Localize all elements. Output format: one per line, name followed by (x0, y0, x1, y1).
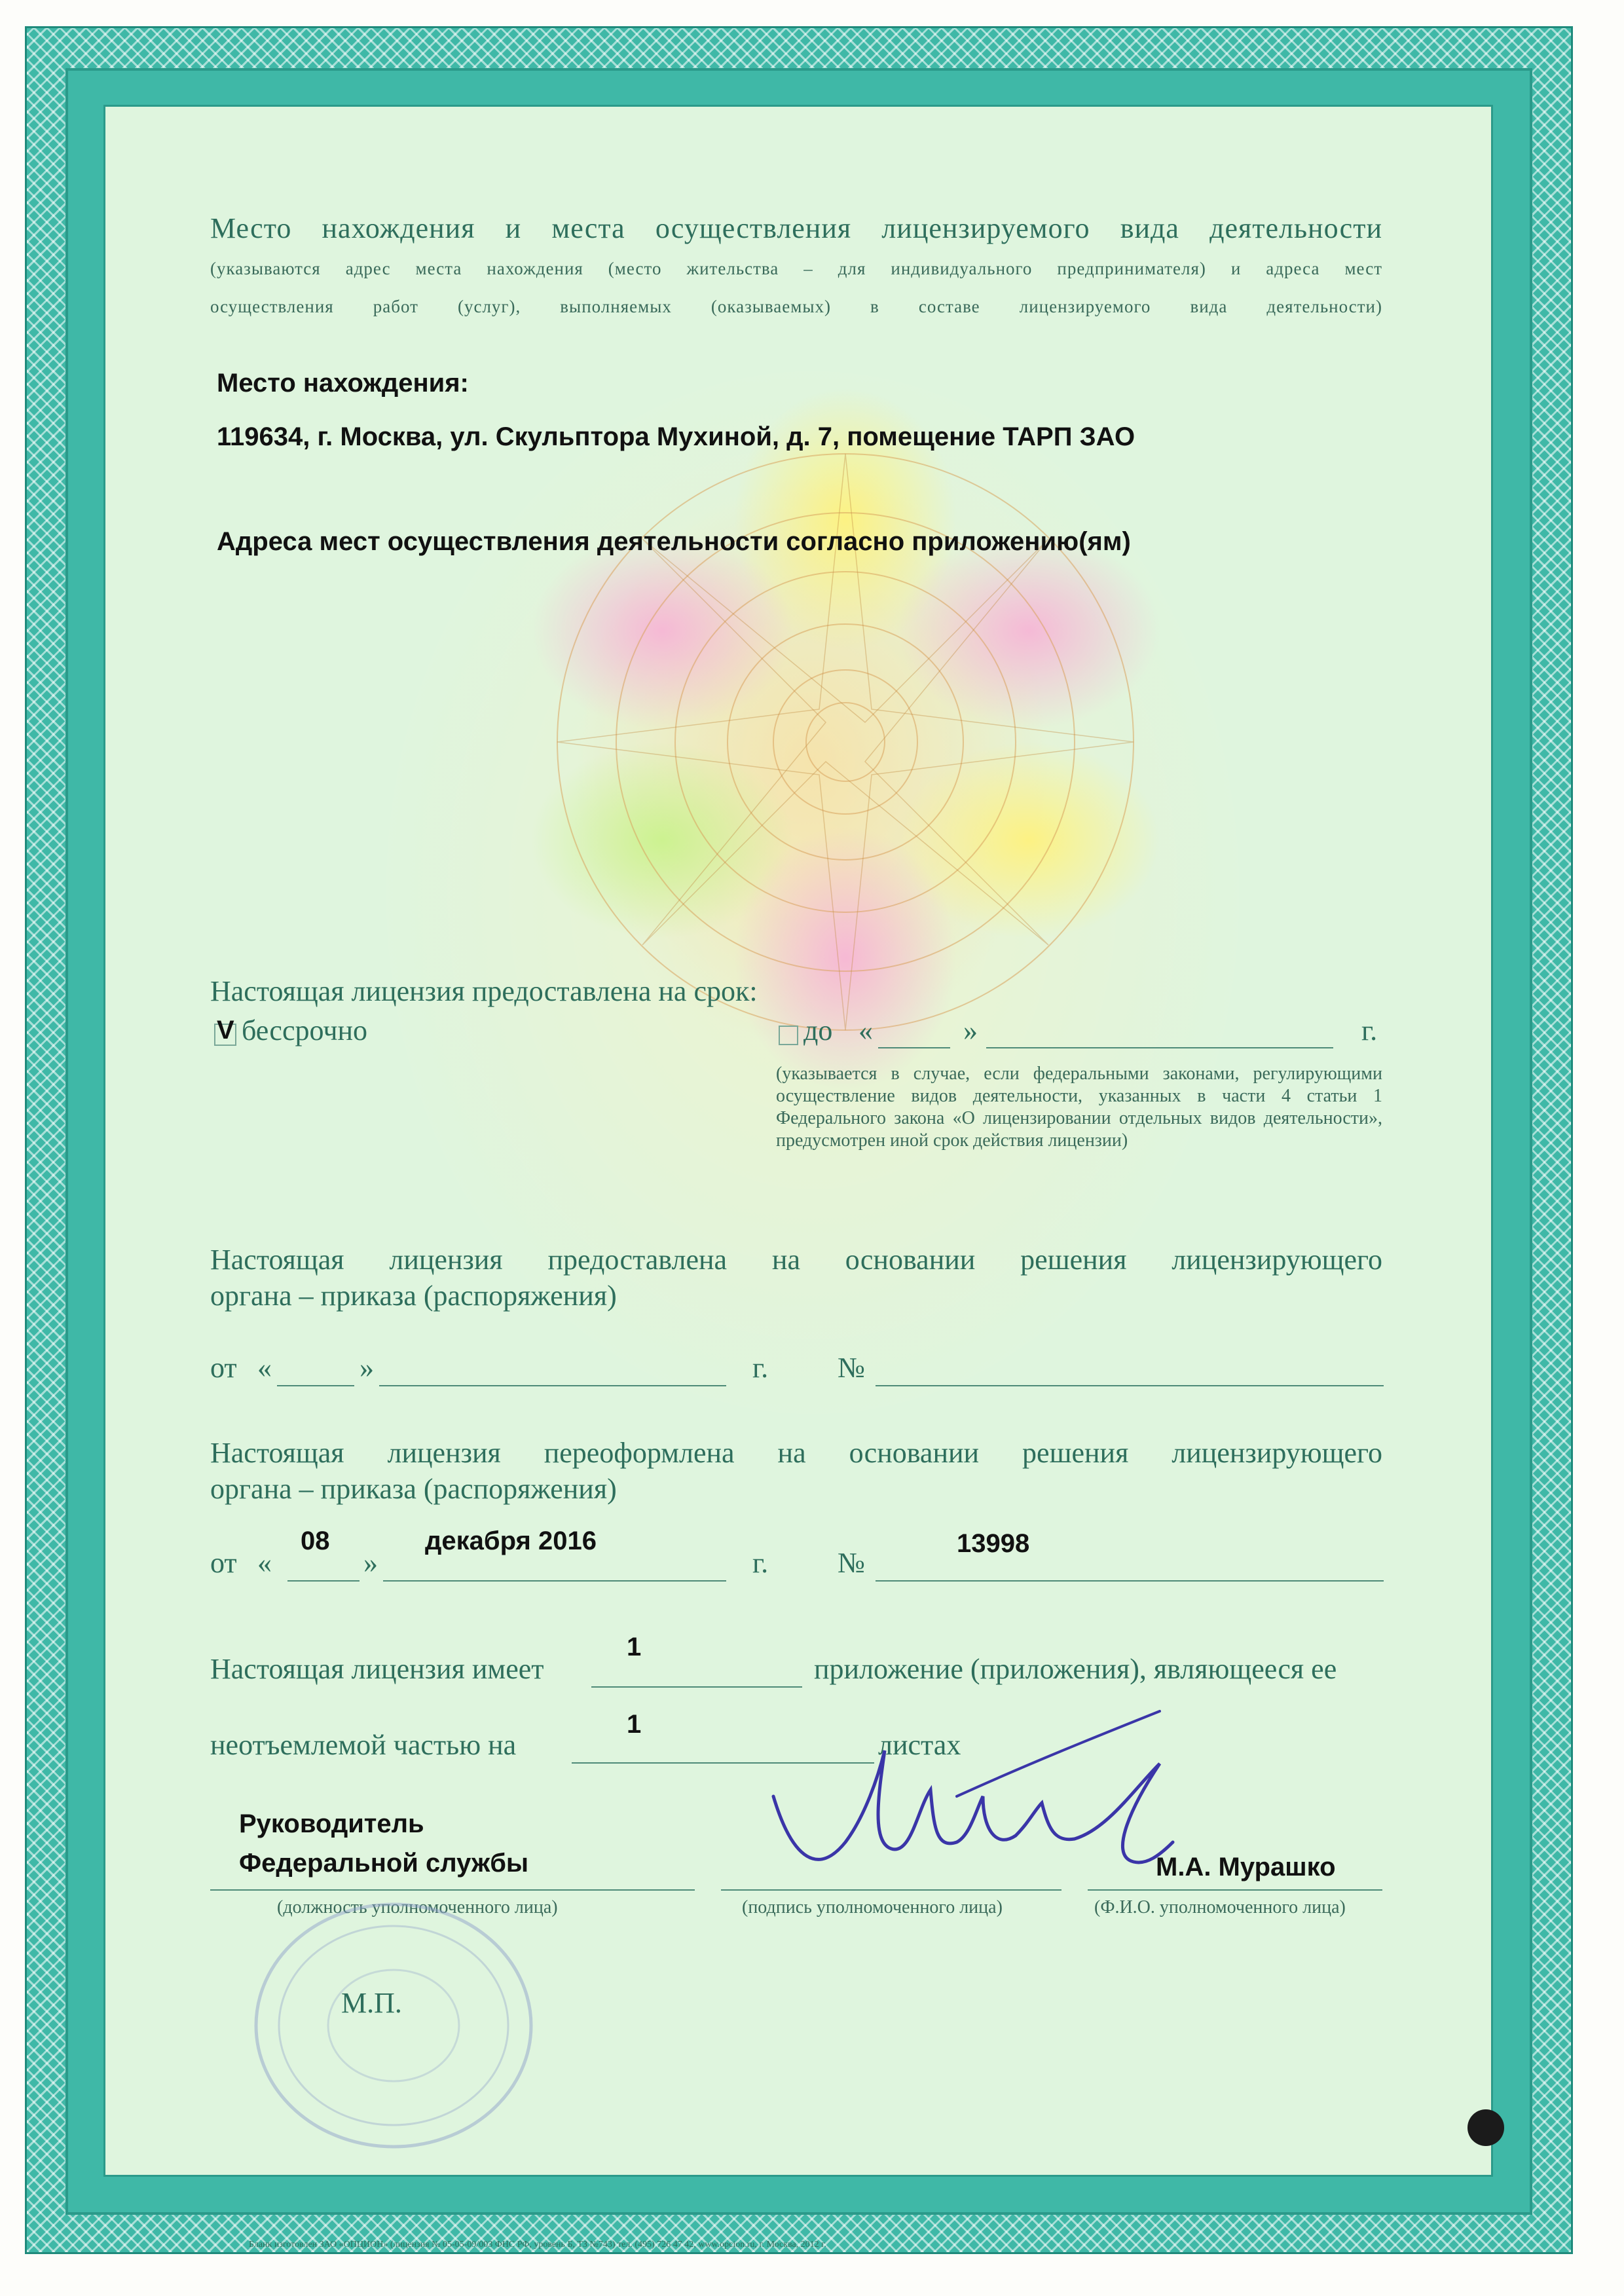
basis-from-label: от (210, 1352, 237, 1384)
name-caption: (Ф.И.О. уполномоченного лица) (1094, 1897, 1346, 1917)
signature-caption: (подпись уполномоченного лица) (742, 1897, 1003, 1917)
reissue-year-suffix: г. (752, 1547, 769, 1579)
basis-line1: Настоящая лицензия предоставлена на основании решения лицензирующего (210, 1244, 1382, 1276)
reissue-line2: органа – приказа (распоряжения) (210, 1473, 617, 1505)
sheets-text-before: неотъемлемой частью на (210, 1729, 517, 1761)
appendix-text-after: приложение (приложения), являющееся ее (814, 1653, 1337, 1685)
reissue-month-year-value: декабря 2016 (425, 1527, 597, 1555)
official-stamp (243, 1888, 544, 2163)
basis-month-line (379, 1385, 726, 1386)
reissue-from-label: от (210, 1547, 237, 1579)
handwritten-signature (767, 1698, 1225, 1881)
reissue-month-line (383, 1580, 726, 1582)
activity-addresses-note: Адреса мест осуществления деятельности согласно приложению(ям) (217, 527, 1131, 556)
reissue-day-line (287, 1580, 360, 1582)
until-open-quote: « (858, 1014, 873, 1046)
until-month-line (986, 1047, 1333, 1048)
reissue-number-line (876, 1580, 1384, 1582)
reissue-open-quote: « (257, 1547, 272, 1579)
license-page (103, 105, 1493, 2177)
section-subtitle-line2: осуществления работ (услуг), выполняемых (оказываемых) в составе лицензируемого вида деятельности) (210, 297, 1382, 316)
section-subtitle-line1: (указываются адрес места нахождения (место жительства – для индивидуального предпринимателя) и адреса мест (210, 259, 1382, 278)
appendix-count-line (591, 1686, 802, 1688)
reissue-line1: Настоящая лицензия переоформлена на основании решения лицензирующего (210, 1437, 1382, 1469)
sheets-text-after: листах (878, 1729, 961, 1761)
reissue-number-value: 13998 (957, 1529, 1030, 1558)
signatory-name: М.А. Мурашко (1156, 1853, 1336, 1881)
location-label: Место нахождения: (217, 369, 469, 398)
basis-number-line (876, 1385, 1384, 1386)
term-note: (указывается в случае, если федеральными законами, регулирующими осуществление видов деятельности, указанных в части 4 статьи 1 Федерального закона «О лицензировании отдельных видов деятельности», предусмотрен иной срок действия лицензии) (776, 1064, 1382, 1151)
reissue-number-label: № (838, 1547, 865, 1579)
basis-day-line (277, 1385, 354, 1386)
position-caption: (должность уполномоченного лица) (277, 1897, 558, 1917)
appendix-count-value: 1 (627, 1633, 642, 1661)
basis-close-quote: » (360, 1352, 374, 1384)
signature-line (721, 1889, 1061, 1891)
hole-punch-mark (1467, 2109, 1504, 2146)
position-line2: Федеральной службы (239, 1849, 529, 1878)
until-close-quote: » (963, 1014, 978, 1046)
until-label: до (803, 1014, 833, 1046)
basis-year-suffix: г. (752, 1352, 769, 1384)
until-day-line (878, 1047, 950, 1048)
reissue-close-quote: » (363, 1547, 378, 1579)
term-heading: Настоящая лицензия предоставлена на срок: (210, 975, 758, 1007)
section-title: Место нахождения и места осуществления лицензируемого вида деятельности (210, 212, 1382, 244)
appendix-text-before: Настоящая лицензия имеет (210, 1653, 544, 1685)
until-date-checkbox[interactable] (779, 1026, 798, 1045)
basis-open-quote: « (257, 1352, 272, 1384)
until-year-suffix: г. (1361, 1014, 1378, 1046)
reissue-day-value: 08 (301, 1527, 330, 1555)
basis-line2: органа – приказа (распоряжения) (210, 1280, 617, 1312)
name-line (1088, 1889, 1382, 1891)
printer-footer: Бланк изготовлен ЗАО «ОПЦИОН» (лицензия № 05-05-09/003 ФНС РФ, уровень Б, ТЗ №743) тел. (495) 726 47 42, www.opcion.ru, г. Москва, 2012 г. (249, 2240, 826, 2250)
sheets-count-value: 1 (627, 1710, 642, 1739)
unlimited-checkbox[interactable] (214, 1016, 236, 1046)
basis-number-label: № (838, 1352, 865, 1384)
position-line1: Руководитель (239, 1809, 424, 1838)
unlimited-label: бессрочно (242, 1014, 368, 1046)
check-mark: V (217, 1016, 234, 1045)
stamp-placeholder-label: М.П. (341, 1987, 402, 2019)
location-address: 119634, г. Москва, ул. Скульптора Мухиной, д. 7, помещение ТАРП ЗАО (217, 422, 1135, 451)
